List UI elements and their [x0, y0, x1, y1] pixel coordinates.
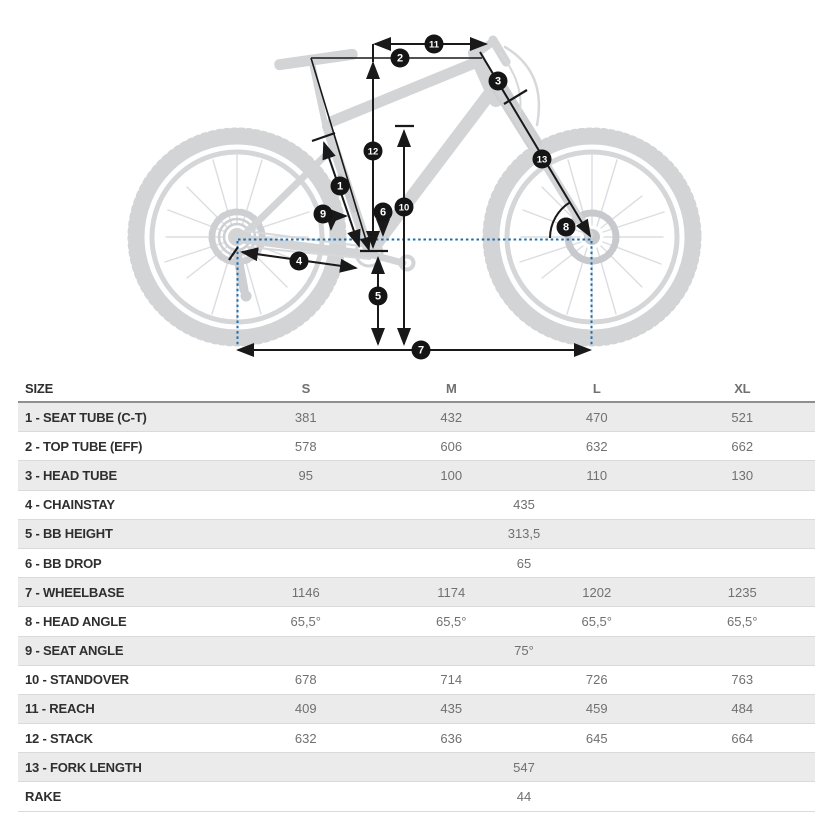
row-shared-value: 547: [513, 759, 535, 775]
table-row: [18, 695, 815, 724]
table-header-row: [18, 375, 815, 403]
row-shared-value: 65: [516, 555, 532, 571]
row-value: 1174: [437, 584, 466, 600]
table-row: [18, 578, 815, 607]
row-value: 470: [585, 409, 608, 425]
column-header-l: L: [592, 380, 601, 396]
row-value: 435: [440, 701, 463, 717]
svg-text:2: 2: [396, 52, 404, 65]
row-label: 10 - STANDOVER: [25, 672, 129, 688]
row-value: 662: [731, 438, 754, 454]
bike-silhouette: [131, 40, 698, 343]
row-label: 11 - REACH: [25, 701, 95, 717]
row-label: 5 - BB HEIGHT: [25, 526, 113, 542]
svg-text:5: 5: [374, 290, 382, 303]
marker-11: [425, 35, 444, 54]
row-value: 130: [731, 467, 754, 483]
svg-text:12: 12: [367, 146, 379, 158]
marker-13: [533, 150, 552, 169]
row-shared-value: 435: [513, 497, 535, 513]
table-row: [18, 491, 815, 520]
row-value: 1235: [727, 584, 757, 600]
row-value: 632: [294, 730, 317, 746]
marker-9: [314, 205, 333, 224]
svg-text:13: 13: [536, 154, 548, 166]
row-value: 95: [298, 467, 313, 483]
row-value: 578: [294, 438, 317, 454]
row-label: 4 - CHAINSTAY: [25, 497, 115, 513]
geometry-table: [18, 375, 815, 812]
row-shared-value: 313,5: [507, 526, 541, 542]
row-value: 726: [585, 672, 608, 688]
row-value: 459: [585, 701, 608, 717]
row-label: RAKE: [25, 789, 62, 805]
marker-8: [557, 218, 576, 237]
marker-10: [395, 198, 414, 217]
marker-2: [391, 49, 410, 68]
svg-text:1: 1: [336, 180, 344, 193]
row-value: 632: [585, 438, 608, 454]
row-label: 9 - SEAT ANGLE: [25, 643, 124, 659]
marker-3: [489, 72, 508, 91]
row-label: 6 - BB DROP: [25, 555, 102, 571]
crank-arm: [369, 254, 403, 263]
row-value: 409: [294, 701, 317, 717]
svg-text:9: 9: [319, 208, 327, 221]
svg-text:11: 11: [428, 39, 440, 51]
pedal: [401, 257, 414, 270]
marker-7: [412, 341, 431, 360]
svg-text:4: 4: [295, 255, 303, 268]
row-label: 12 - STACK: [25, 730, 93, 746]
svg-text:3: 3: [494, 75, 502, 88]
row-value: 110: [586, 467, 608, 483]
table-row: [18, 724, 815, 753]
column-header-xl: XL: [734, 380, 751, 396]
row-value: 664: [731, 730, 754, 746]
row-value: 381: [294, 409, 317, 425]
row-value: 432: [440, 409, 463, 425]
bike-geometry-diagram: [0, 0, 830, 372]
marker-6: [374, 203, 393, 222]
row-label: 8 - HEAD ANGLE: [25, 613, 127, 629]
row-shared-value: 44: [516, 789, 532, 805]
table-row: [18, 432, 815, 461]
table-row: [18, 753, 815, 782]
row-value: 606: [440, 438, 463, 454]
row-label: 3 - HEAD TUBE: [25, 467, 118, 483]
geometry-table-body: [18, 403, 815, 812]
table-row: [18, 607, 815, 636]
table-row: [18, 461, 815, 490]
row-value: 714: [440, 672, 463, 688]
row-value: 484: [731, 701, 754, 717]
seatpost: [312, 63, 325, 124]
table-row: [18, 549, 815, 578]
row-label: 13 - FORK LENGTH: [25, 759, 142, 775]
row-label: 7 - WHEELBASE: [25, 584, 125, 600]
row-value: 763: [731, 672, 754, 688]
top-tube: [333, 62, 477, 121]
marker-5: [369, 287, 388, 306]
svg-text:10: 10: [398, 202, 410, 214]
column-header-s: S: [301, 380, 310, 396]
row-value: 678: [294, 672, 317, 688]
row-value: 65,5°: [726, 613, 758, 629]
svg-text:6: 6: [379, 206, 387, 219]
row-value: 65,5°: [581, 613, 612, 629]
size-header-label: SIZE: [25, 380, 54, 396]
down-tube: [367, 92, 491, 252]
table-row: [18, 403, 815, 432]
seatstay-tube: [243, 150, 331, 236]
row-value: 65,5°: [435, 613, 467, 629]
row-label: 2 - TOP TUBE (EFF): [25, 438, 143, 454]
table-row: [18, 520, 815, 549]
row-shared-value: 75°: [514, 643, 534, 659]
row-value: 645: [585, 730, 608, 746]
table-row: [18, 666, 815, 695]
row-value: 1146: [291, 584, 320, 600]
row-value: 100: [440, 467, 463, 483]
svg-text:8: 8: [562, 221, 570, 234]
marker-1: [331, 177, 350, 196]
row-value: 1202: [582, 584, 612, 600]
column-header-m: M: [445, 380, 457, 396]
row-value: 65,5°: [290, 613, 321, 629]
marker-4: [290, 252, 309, 271]
table-row: [18, 782, 815, 811]
row-value: 521: [731, 409, 754, 425]
svg-text:7: 7: [417, 344, 425, 357]
row-value: 636: [440, 730, 463, 746]
marker-12: [364, 142, 383, 161]
table-row: [18, 637, 815, 666]
row-label: 1 - SEAT TUBE (C-T): [25, 409, 147, 425]
